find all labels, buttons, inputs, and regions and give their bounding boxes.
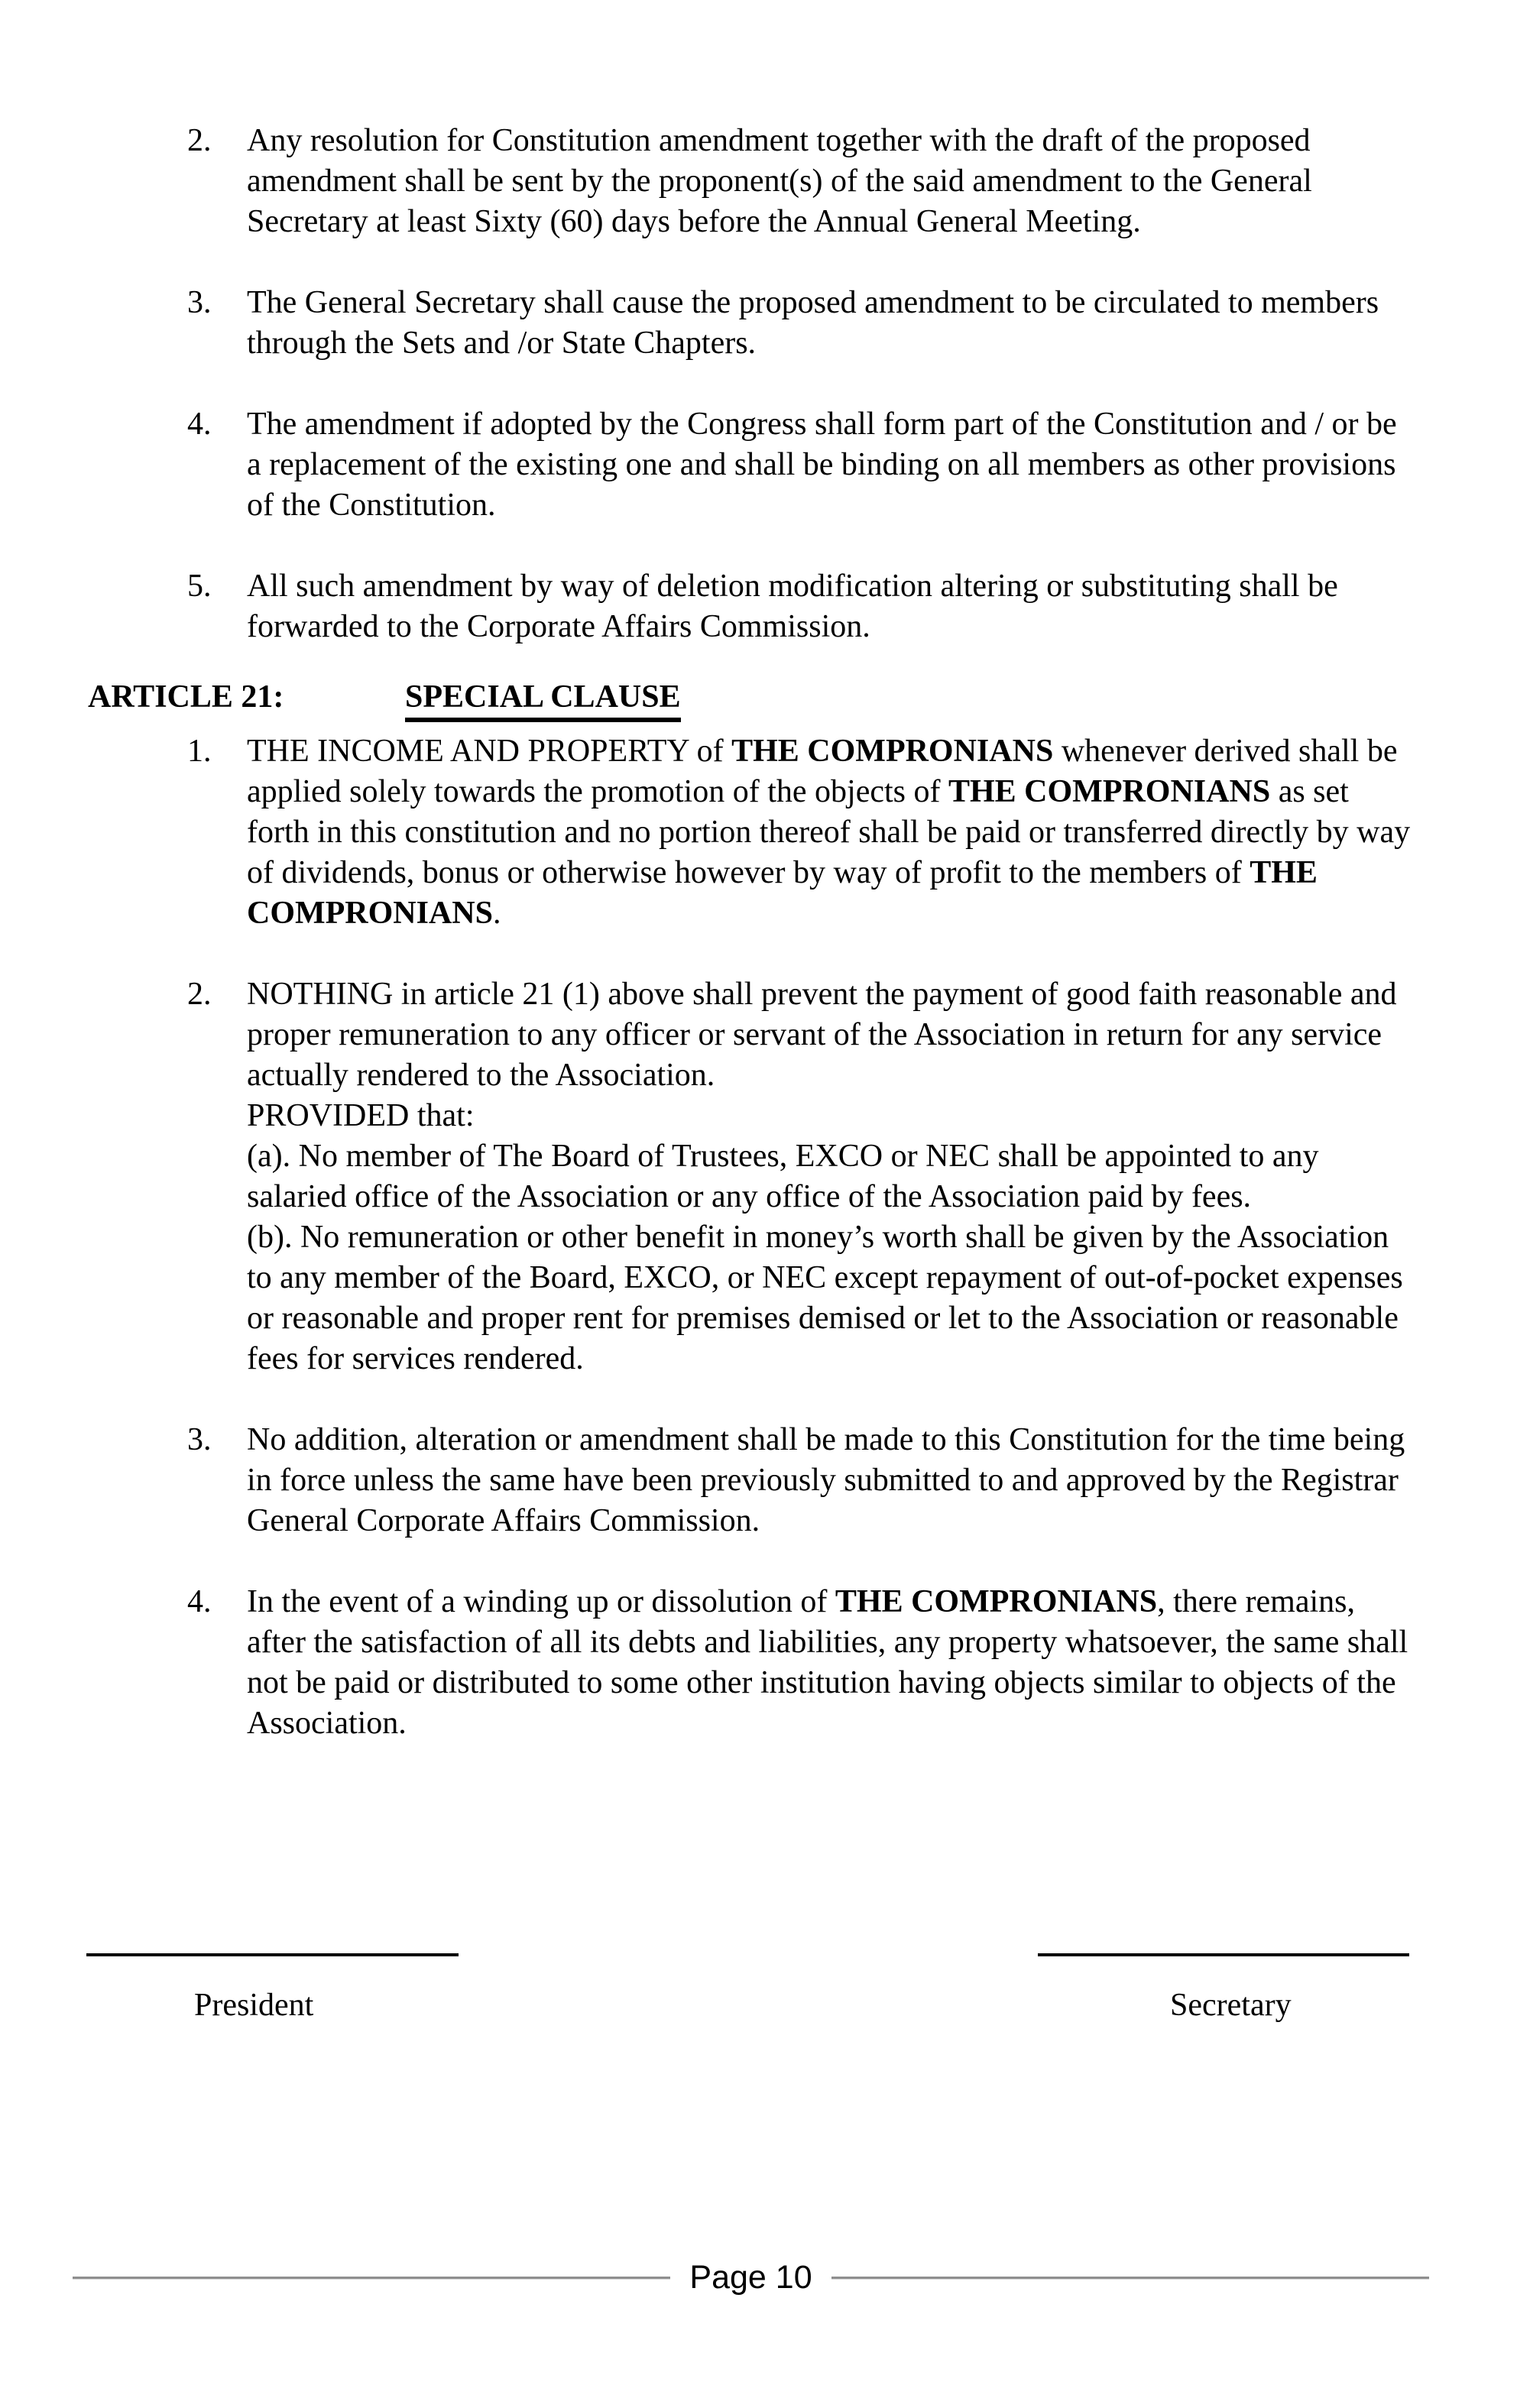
signature-block xyxy=(0,1953,1517,2076)
item-number: 3. xyxy=(187,285,212,320)
item-text: In the event of a winding up or dissolution of THE COMPRONIANS, there remains, after the satisfaction of all its debts and liabilities, any property whatsoever, the same shall not be paid or distributed to some other institution having objects similar to objects of the Association. xyxy=(247,1584,1408,1741)
list-item xyxy=(187,974,1517,1379)
clause-a: (a). No member of The Board of Trustees, EXCO or NEC shall be appointed to any salaried office of the Association or any office of the Association paid by fees. xyxy=(247,1139,1319,1214)
secretary-signature-line xyxy=(1038,1953,1409,1956)
page-content xyxy=(0,121,1517,1784)
footer-rule-left xyxy=(73,2277,670,2279)
item-number: 4. xyxy=(187,1584,212,1619)
item-number: 2. xyxy=(187,123,212,158)
amendment-list xyxy=(0,121,1517,647)
footer-rule-right xyxy=(831,2277,1429,2279)
list-item xyxy=(187,731,1517,934)
list-item xyxy=(187,1582,1517,1744)
article-title: SPECIAL CLAUSE xyxy=(405,677,681,722)
article-21-list xyxy=(0,731,1517,1744)
item-body xyxy=(247,1582,1416,1744)
list-item xyxy=(187,404,1517,526)
item-body xyxy=(247,404,1416,526)
item-number: 3. xyxy=(187,1422,212,1457)
item-body xyxy=(247,566,1416,647)
president-signature-line xyxy=(86,1953,459,1956)
page-footer xyxy=(73,2256,1429,2299)
item-text: NOTHING in article 21 (1) above shall prevent the payment of good faith reasonable and proper remuneration to any officer or servant of the Association in return for any service actually rendered to the Association. xyxy=(247,977,1397,1093)
item-number: 5. xyxy=(187,569,212,604)
item-text: The amendment if adopted by the Congress shall form part of the Constitution and / or be a replacement of the existing one and shall be binding on all members as other provisions of the Constitution. xyxy=(247,407,1397,523)
item-text: All such amendment by way of deletion modification altering or substituting shall be forwarded to the Corporate Affairs Commission. xyxy=(247,569,1338,644)
list-item xyxy=(187,1420,1517,1541)
list-item xyxy=(187,121,1517,242)
list-item xyxy=(187,566,1517,647)
item-body xyxy=(247,283,1416,364)
president-label: President xyxy=(194,1988,314,2023)
item-number: 1. xyxy=(187,734,212,769)
list-item xyxy=(187,283,1517,364)
item-number: 2. xyxy=(187,977,212,1012)
page-number: Page 10 xyxy=(689,2258,812,2296)
item-text: THE INCOME AND PROPERTY of THE COMPRONIANS whenever derived shall be applied solely towards the promotion of the objects of THE COMPRONIANS as set forth in this constitution and no portion thereof shall be paid or transferred directly by way of dividends, bonus or otherwise however by way of profit to the members of THE COMPRONIANS. xyxy=(247,734,1411,931)
item-body xyxy=(247,974,1416,1379)
clause-b: (b). No remuneration or other benefit in money’s worth shall be given by the Association to any member of the Board, EXCO, or NEC except repayment of out-of-pocket expenses or reasonable and proper rent for premises demised or let to the Association or reasonable fees for services rendered. xyxy=(247,1220,1403,1376)
item-text: The General Secretary shall cause the proposed amendment to be circulated to members through the Sets and /or State Chapters. xyxy=(247,285,1379,361)
item-body xyxy=(247,731,1416,934)
provided-clause: PROVIDED that: xyxy=(247,1098,475,1133)
item-number: 4. xyxy=(187,407,212,442)
item-text: Any resolution for Constitution amendment together with the draft of the proposed amendment shall be sent by the proponent(s) of the said amendment to the General Secretary at least Sixty (60) days before the Annual General Meeting. xyxy=(247,123,1312,239)
secretary-label: Secretary xyxy=(1170,1988,1292,2023)
article-21-heading xyxy=(88,677,1517,722)
article-label: ARTICLE 21: xyxy=(88,679,284,715)
item-body xyxy=(247,1420,1416,1541)
item-body xyxy=(247,121,1416,242)
item-text: No addition, alteration or amendment shall be made to this Constitution for the time being in force unless the same have been previously submitted to and approved by the Registrar General Corporate Affairs Commission. xyxy=(247,1422,1405,1538)
